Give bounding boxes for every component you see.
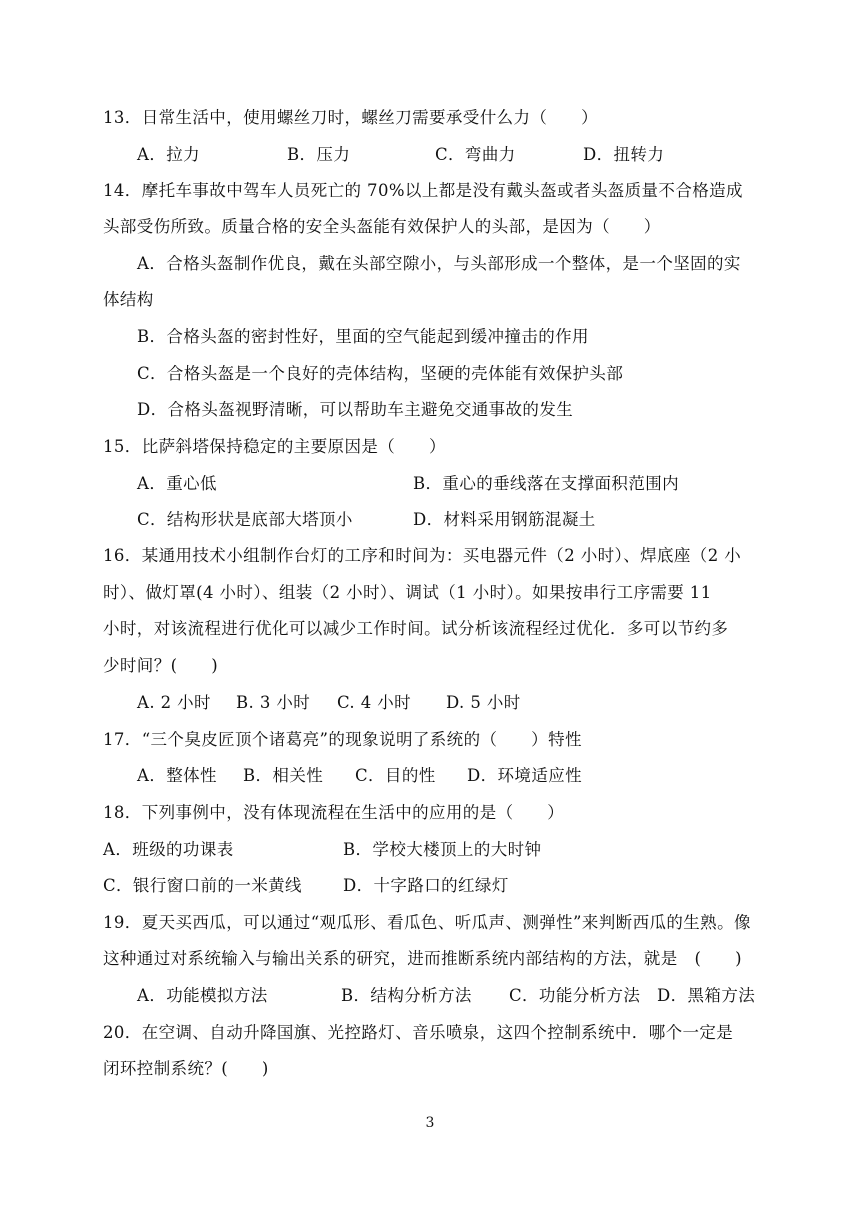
question-19-stem-line-1: 19．夏天买西瓜，可以通过“观瓜形、看瓜色、听瓜声、测弹性”来判断西瓜的生熟。像 — [103, 913, 751, 932]
question-14-stem-line-2: 头部受伤所致。质量合格的安全头盔能有效保护人的头部，是因为（ ） — [103, 217, 661, 236]
question-19-option-d: D．黑箱方法 — [657, 986, 756, 1005]
question-14-option-d: D．合格头盔视野清晰，可以帮助车主避免交通事故的发生 — [137, 400, 574, 419]
question-15-option-c: C．结构形状是底部大塔顶小 — [137, 510, 353, 529]
question-13-option-c: C．弯曲力 — [435, 145, 516, 164]
question-13-option-a: A．拉力 — [137, 145, 201, 164]
question-18-stem: 18．下列事例中，没有体现流程在生活中的应用的是（ ） — [103, 803, 565, 822]
question-13-stem: 13．日常生活中，使用螺丝刀时，螺丝刀需要承受什么力（ ） — [103, 108, 598, 127]
question-15-option-b: B．重心的垂线落在支撑面积范围内 — [413, 474, 680, 493]
question-16-option-a: A. 2 小时 — [137, 693, 211, 712]
question-19-option-c: C．功能分析方法 — [509, 986, 641, 1005]
question-16-option-c: C. 4 小时 — [337, 693, 412, 712]
question-18-option-d: D．十字路口的红绿灯 — [343, 876, 509, 895]
question-15-option-d: D．材料采用钢筋混凝土 — [413, 510, 596, 529]
page-number: 3 — [425, 1115, 435, 1131]
question-17-option-d: D．环境适应性 — [467, 766, 583, 785]
question-17-option-b: B．相关性 — [243, 766, 324, 785]
question-16-stem-line-4: 少时间？( ) — [103, 656, 219, 675]
question-16-stem-line-1: 16．某通用技术小组制作台灯的工序和时间为：买电器元件（2 小时）、焊底座（2 小 — [103, 546, 742, 565]
question-17-stem: 17．“三个臭皮匠顶个诸葛亮”的现象说明了系统的（ ）特性 — [103, 730, 582, 749]
question-18-option-b: B．学校大楼顶上的大时钟 — [343, 840, 542, 859]
question-19-stem-line-2: 这种通过对系统输入与输出关系的研究，进而推断系统内部结构的方法，就是 ( ) — [103, 949, 742, 968]
question-16-option-b: B. 3 小时 — [236, 693, 311, 712]
question-16-stem-line-2: 时）、做灯罩(4 小时）、组装（2 小时）、调试（1 小时）。如果按串行工序需要 11 — [103, 583, 712, 602]
question-16-option-d: D. 5 小时 — [446, 693, 521, 712]
question-18-option-a: A．班级的功课表 — [103, 840, 234, 859]
question-19-option-a: A．功能模拟方法 — [137, 986, 268, 1005]
question-14-option-a-line-1: A．合格头盔制作优良，戴在头部空隙小，与头部形成一个整体，是一个坚固的实 — [137, 254, 741, 273]
question-13-option-b: B．压力 — [287, 145, 351, 164]
question-15-option-a: A．重心低 — [137, 474, 217, 493]
question-15-stem: 15．比萨斜塔保持稳定的主要原因是（ ） — [103, 437, 446, 456]
question-18-option-c: C．银行窗口前的一米黄线 — [103, 876, 302, 895]
question-17-option-a: A．整体性 — [137, 766, 217, 785]
question-14-option-b: B．合格头盔的密封性好，里面的空气能起到缓冲撞击的作用 — [137, 327, 589, 346]
question-19-option-b: B．结构分析方法 — [341, 986, 472, 1005]
question-13-option-d: D．扭转力 — [583, 145, 665, 164]
question-14-option-a-line-2: 体结构 — [103, 290, 154, 309]
question-14-stem-line-1: 14．摩托车事故中驾车人员死亡的 70%以上都是没有戴头盔或者头盔质量不合格造成 — [103, 181, 743, 200]
question-20-stem-line-2: 闭环控制系统？( ) — [103, 1059, 269, 1078]
question-14-option-c: C．合格头盔是一个良好的壳体结构，坚硬的壳体能有效保护头部 — [137, 364, 624, 383]
question-16-stem-line-3: 小时，对该流程进行优化可以减少工作时间。试分析该流程经过优化．多可以节约多 — [103, 619, 729, 638]
question-17-option-c: C．目的性 — [355, 766, 436, 785]
question-20-stem-line-1: 20．在空调、自动升降国旗、光控路灯、音乐喷泉，这四个控制系统中．哪个一定是 — [103, 1023, 734, 1042]
